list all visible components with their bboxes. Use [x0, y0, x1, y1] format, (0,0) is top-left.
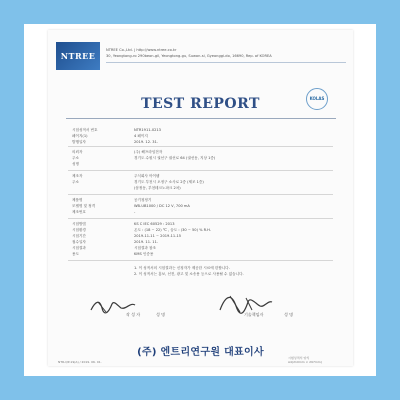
- section-divider: [68, 218, 333, 219]
- section-divider: [68, 170, 333, 171]
- field-value: 경기도 부천시 오정구 소사로 2층 (제조 1층): [134, 180, 204, 184]
- section-divider: [68, 260, 333, 261]
- company-logo: NTREE: [56, 42, 100, 70]
- field-value: 시험결과 참조: [134, 246, 156, 250]
- company-info-line2: 30, Yeongtong-ro 290beon-gil, Yeongtong-gu, Suwon-si, Gyeonggi-do, 16690, Rep. of KOREA: [106, 54, 272, 58]
- field-label: 시험방법: [72, 222, 86, 226]
- field-value: -: [134, 210, 136, 214]
- paper-size: A4(210mm × 297mm): [288, 360, 322, 364]
- tech-manager-name-label: 성 명: [284, 312, 293, 317]
- field-value: 2019. 12. 31.: [134, 140, 159, 144]
- field-value: KMS 인증용: [134, 252, 154, 256]
- field-value: 온도 : (18 ~ 22) ℃ , 습도 : (30 ~ 50) % R.H.: [134, 228, 211, 232]
- field-value: NTR1911-0213: [134, 128, 161, 132]
- field-label: 제조자: [72, 174, 83, 178]
- field-label: 시험환경: [72, 228, 86, 232]
- field-label: 제품명: [72, 198, 83, 202]
- notice-line: 2. 이 성적서는 홍보, 선전, 광고 및 소송용 등으로 사용될 수 없습니다.: [134, 272, 244, 276]
- tech-manager-signature-icon: [216, 292, 276, 316]
- form-code: NTR-QP-19(A) / 2019. 06. 01.: [58, 360, 102, 364]
- form-name: 시험성적서 양식: [288, 356, 310, 360]
- author-name-label: 성 명: [156, 312, 165, 317]
- field-label: 시험결과: [72, 246, 86, 250]
- issuer-title: (주) 엔트리연구원 대표이사: [137, 347, 264, 358]
- author-role: 작 성 자: [126, 312, 141, 317]
- company-info-line1: NTREE Co.,Ltd. | http://www.ntree.co.kr: [106, 48, 177, 52]
- field-label: 성명: [72, 162, 79, 166]
- section-divider: [68, 146, 333, 147]
- report-title: TEST REPORT: [141, 96, 260, 112]
- accreditation-seal-icon: KOLAS: [306, 88, 328, 110]
- field-label: 주소: [72, 156, 79, 160]
- field-value: (주) 해프라임전자: [134, 150, 163, 154]
- field-label: 주소: [72, 180, 79, 184]
- field-label: 제조번호: [72, 210, 86, 214]
- notice-line: 1. 이 성적서의 시험결과는 신청자가 제공한 시료에 한합니다.: [134, 266, 230, 270]
- field-value: 2019-11-11 ~ 2019-11-15: [134, 234, 182, 238]
- field-label: 모델명 및 정격: [72, 204, 96, 208]
- field-value: 2019. 11. 11.: [134, 240, 159, 244]
- field-label: 용도: [72, 252, 79, 256]
- field-value: (삼정동, 부천테크노파크 2차): [134, 186, 181, 190]
- field-value: 경기도 수원시 권선구 권선로 64 (권선동, 지상 1층): [134, 156, 216, 160]
- field-label: 접수일자: [72, 240, 86, 244]
- section-divider: [68, 194, 333, 195]
- test-report-document: [48, 30, 353, 366]
- field-value: KS C IEC 60529 : 2013: [134, 222, 175, 226]
- field-label: 시험성적서 번호: [72, 128, 98, 132]
- field-label: 발행일자: [72, 140, 86, 144]
- field-value: 4 페이지: [134, 134, 148, 138]
- tech-manager-role: 기술책임자: [244, 312, 264, 317]
- author-signature-icon: [88, 296, 141, 317]
- field-label: 페이지(1): [72, 134, 88, 138]
- field-value: 공기청정기: [134, 198, 152, 202]
- field-value: WB-UB1000 / DC 12 V, 700 mA: [134, 204, 190, 208]
- field-label: 시험기간: [72, 234, 86, 238]
- field-label: 의뢰자: [72, 150, 83, 154]
- field-value: 주식회사 아이템: [134, 174, 160, 178]
